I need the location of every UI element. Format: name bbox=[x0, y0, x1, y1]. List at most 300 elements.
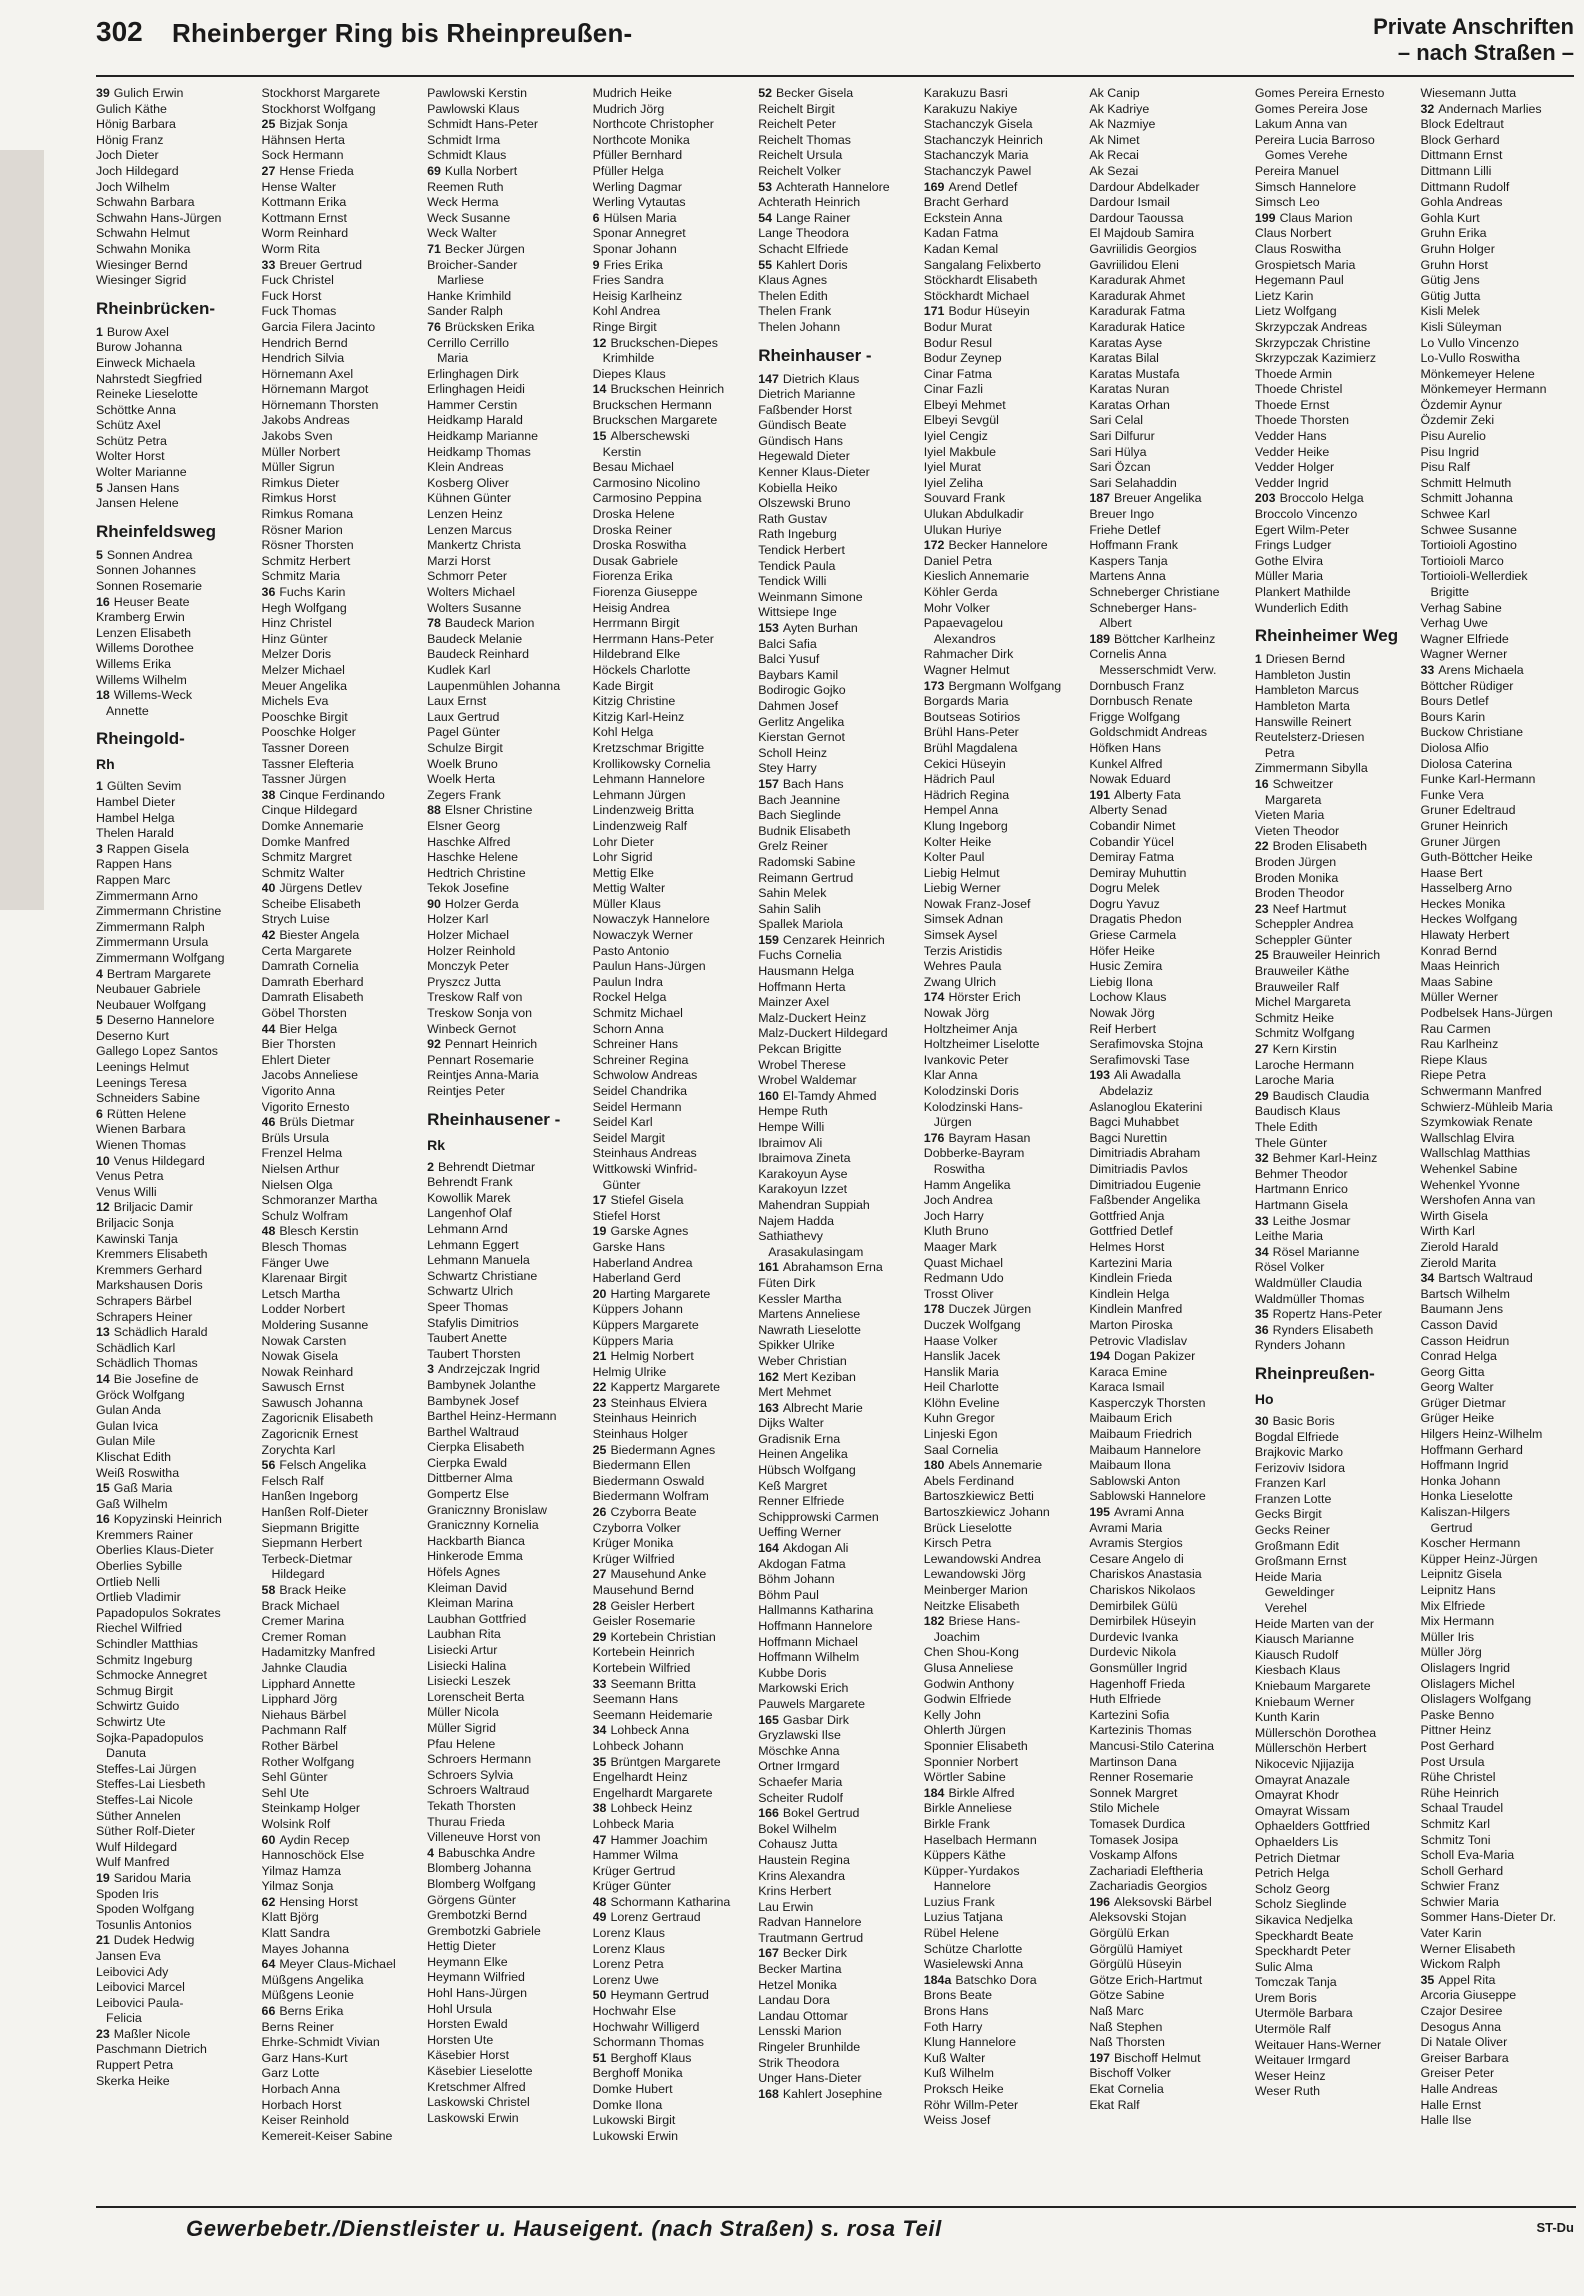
house-number: 180 bbox=[923, 1458, 945, 1473]
house-number: 159 bbox=[758, 932, 779, 947]
directory-entry bbox=[262, 1942, 418, 1958]
directory-entry bbox=[262, 1458, 418, 1474]
resident-name: Holzer Karl bbox=[427, 912, 489, 927]
resident-name: Hasselberg Arno bbox=[1420, 881, 1513, 896]
directory-entry bbox=[1420, 1411, 1576, 1427]
directory-entry bbox=[758, 574, 914, 590]
resident-name: Behmer Theodor bbox=[1254, 1166, 1348, 1181]
directory-entry bbox=[924, 897, 1080, 913]
directory-entry bbox=[427, 273, 583, 289]
directory-entry bbox=[262, 1864, 418, 1880]
directory-entry bbox=[1255, 2069, 1411, 2085]
directory-entry bbox=[1089, 1334, 1245, 1350]
resident-name: Becker Dirk bbox=[782, 1946, 847, 1961]
resident-name: Hlawaty Herbert bbox=[1420, 928, 1510, 943]
directory-entry bbox=[262, 413, 418, 429]
resident-name: Cinque Hildegard bbox=[261, 803, 358, 818]
directory-entry bbox=[758, 2087, 914, 2103]
house-number: 6 bbox=[592, 210, 600, 225]
resident-name: Desogus Anna bbox=[1420, 2019, 1502, 2034]
directory-entry bbox=[593, 897, 749, 913]
resident-name: Wehenkel Yvonne bbox=[1420, 1177, 1520, 1192]
resident-name: Hamm Angelika bbox=[923, 1177, 1011, 1192]
resident-name: Holzer Gerda bbox=[444, 896, 519, 911]
resident-name: Simsek Aysel bbox=[923, 928, 998, 943]
resident-name: Hildegard bbox=[271, 1567, 325, 1582]
directory-entry bbox=[1420, 1022, 1576, 1038]
directory-entry bbox=[758, 2024, 914, 2040]
resident-name: Fänger Uwe bbox=[261, 1255, 330, 1270]
section-title-line-2: – nach Straßen – bbox=[1397, 40, 1574, 65]
resident-name: Gruner Heinrich bbox=[1420, 818, 1508, 833]
resident-name: Weser Ruth bbox=[1254, 2084, 1321, 2099]
resident-name: Brack Heike bbox=[279, 1583, 347, 1597]
resident-name: Heuser Beate bbox=[113, 594, 190, 609]
resident-name: Karadurak Ahmet bbox=[1089, 273, 1186, 288]
resident-name: Barthel Heinz-Hermann bbox=[427, 1409, 557, 1424]
resident-name: Sehl Ute bbox=[261, 1785, 310, 1800]
resident-name: Schulz Wolfram bbox=[261, 1208, 349, 1223]
directory-entry bbox=[1089, 258, 1245, 274]
directory-entry bbox=[96, 2074, 252, 2090]
resident-name: Bertram Margarete bbox=[106, 966, 211, 981]
directory-entry bbox=[1089, 1287, 1245, 1303]
directory-entry bbox=[262, 663, 418, 679]
resident-name: Dudek Hedwig bbox=[113, 1933, 195, 1948]
directory-entry bbox=[1420, 1677, 1576, 1693]
resident-name: Sehl Günter bbox=[261, 1770, 328, 1785]
directory-entry bbox=[262, 117, 418, 133]
resident-name: Küppers Johann bbox=[592, 1302, 683, 1317]
resident-name: Tekok Josefine bbox=[427, 881, 510, 896]
directory-entry bbox=[96, 795, 252, 811]
directory-entry bbox=[758, 621, 914, 637]
resident-name: Müller Sigrun bbox=[261, 460, 335, 475]
resident-name: Dornbusch Franz bbox=[1089, 678, 1185, 693]
resident-name: Schwirtz Guido bbox=[96, 1699, 180, 1714]
resident-name: Wershofen Anna van bbox=[1420, 1193, 1536, 1208]
directory-entry bbox=[262, 86, 418, 102]
resident-name: Joachim bbox=[933, 1629, 980, 1644]
directory-entry bbox=[1255, 226, 1411, 242]
directory-entry bbox=[96, 1840, 252, 1856]
directory-entry bbox=[1420, 944, 1576, 960]
directory-entry bbox=[262, 460, 418, 476]
directory-entry bbox=[758, 1136, 914, 1152]
directory-entry bbox=[1089, 1910, 1245, 1926]
resident-name: Köhler Gerda bbox=[923, 585, 998, 599]
directory-entry bbox=[758, 1323, 914, 1339]
resident-name: Nowak Eduard bbox=[1089, 772, 1171, 787]
directory-entry bbox=[758, 242, 914, 258]
resident-name: Lakum Anna van bbox=[1254, 117, 1348, 132]
directory-entry bbox=[1255, 1585, 1411, 1601]
directory-entry bbox=[262, 975, 418, 991]
resident-name: Stöckhardt Michael bbox=[923, 288, 1030, 303]
directory-entry bbox=[427, 1425, 583, 1441]
directory-entry bbox=[1255, 507, 1411, 523]
resident-name: Schwolow Andreas bbox=[592, 1068, 698, 1083]
resident-name: Dimitriadis Abraham bbox=[1089, 1146, 1201, 1161]
directory-entry bbox=[758, 449, 914, 465]
directory-entry bbox=[262, 1614, 418, 1630]
directory-entry bbox=[1255, 1026, 1411, 1042]
house-number: 12 bbox=[96, 1200, 110, 1215]
resident-name: Görgens Günter bbox=[427, 1892, 516, 1907]
resident-name: Nowak Gisela bbox=[261, 1349, 338, 1364]
directory-entry bbox=[427, 1830, 583, 1846]
resident-name: Diolosa Caterina bbox=[1420, 756, 1513, 771]
resident-name: Karatas Nuran bbox=[1089, 382, 1170, 397]
directory-entry bbox=[924, 382, 1080, 398]
resident-name: Schmitt Johanna bbox=[1420, 491, 1513, 506]
resident-name: Lochow Klaus bbox=[1089, 990, 1167, 1005]
directory-entry bbox=[262, 1287, 418, 1303]
directory-entry bbox=[1089, 2035, 1245, 2051]
resident-name: Bodur Resul bbox=[923, 335, 992, 350]
house-number: 2 bbox=[427, 1159, 435, 1174]
directory-entry bbox=[262, 741, 418, 757]
resident-name: Saal Cornelia bbox=[923, 1442, 999, 1457]
directory-entry bbox=[1255, 1648, 1411, 1664]
directory-entry bbox=[427, 803, 583, 819]
house-number: 48 bbox=[261, 1224, 276, 1239]
resident-name: Schaefer Maria bbox=[758, 1774, 843, 1789]
resident-name: Hanßen Rolf-Dieter bbox=[261, 1505, 369, 1520]
directory-entry bbox=[758, 2056, 914, 2072]
resident-name: Mönkemeyer Helene bbox=[1420, 366, 1535, 381]
resident-name: Jürgens Detlev bbox=[279, 881, 362, 896]
resident-name: Müller Sigrid bbox=[427, 1720, 496, 1735]
house-number: 19 bbox=[592, 1224, 607, 1239]
directory-entry bbox=[262, 1692, 418, 1708]
resident-name: Birkle Alfred bbox=[948, 1785, 1015, 1800]
resident-name: Weck Susanne bbox=[427, 210, 511, 225]
resident-name: Kasperczyk Thorsten bbox=[1089, 1395, 1206, 1410]
directory-entry bbox=[924, 1505, 1080, 1521]
resident-name: Wiesemann Jutta bbox=[1420, 86, 1517, 100]
directory-entry bbox=[96, 1076, 252, 1092]
directory-entry bbox=[1255, 164, 1411, 180]
directory-entry bbox=[1255, 886, 1411, 902]
street-heading: Rheinhauser - bbox=[758, 345, 872, 365]
resident-name: Tassner Doreen bbox=[261, 740, 350, 755]
resident-name: Bagci Nurettin bbox=[1089, 1130, 1168, 1145]
directory-entry bbox=[758, 839, 914, 855]
resident-name: Simsek Adnan bbox=[923, 912, 1003, 927]
directory-entry bbox=[1089, 632, 1245, 648]
resident-name: Schwier Franz bbox=[1420, 1879, 1500, 1894]
directory-entry bbox=[1420, 1552, 1576, 1568]
directory-entry bbox=[1089, 1895, 1245, 1911]
directory-entry bbox=[1089, 1957, 1245, 1973]
directory-entry bbox=[1089, 679, 1245, 695]
resident-name: Rother Wolfgang bbox=[261, 1754, 355, 1769]
directory-entry bbox=[593, 1380, 749, 1396]
directory-entry bbox=[96, 1621, 252, 1637]
directory-entry bbox=[262, 1973, 418, 1989]
resident-name: Holtzheimer Liselotte bbox=[923, 1037, 1040, 1052]
directory-entry bbox=[96, 889, 252, 905]
directory-entry bbox=[262, 1334, 418, 1350]
directory-entry bbox=[1089, 1567, 1245, 1583]
directory-entry bbox=[96, 1902, 252, 1918]
resident-name: Martinson Dana bbox=[1089, 1754, 1177, 1769]
resident-name: Stachanczyk Gisela bbox=[923, 117, 1033, 132]
resident-name: Renner Rosemarie bbox=[1089, 1770, 1194, 1785]
house-number: 168 bbox=[758, 2086, 779, 2101]
resident-name: Omayrat Wissam bbox=[1254, 1803, 1350, 1818]
resident-name: Mancusi-Stilo Caterina bbox=[1089, 1738, 1214, 1753]
resident-name: Wolters Michael bbox=[427, 585, 516, 599]
directory-entry bbox=[96, 481, 252, 497]
resident-name: Hädrich Regina bbox=[923, 787, 1010, 802]
directory-entry bbox=[758, 964, 914, 980]
directory-entry bbox=[262, 803, 418, 819]
resident-name: Mert Mehmet bbox=[758, 1385, 832, 1400]
resident-name: Hammer Cerstin bbox=[427, 397, 518, 412]
directory-entry bbox=[1420, 1256, 1576, 1272]
resident-name: Renner Elfriede bbox=[758, 1494, 845, 1509]
directory-entry bbox=[593, 1162, 749, 1178]
resident-name: Fuchs Karin bbox=[279, 585, 346, 599]
resident-name: Paulun Hans-Jürgen bbox=[592, 959, 706, 974]
resident-name: Fiorenza Erika bbox=[592, 569, 673, 584]
directory-entry bbox=[1420, 2082, 1576, 2098]
resident-name: Wunderlich Edith bbox=[1254, 600, 1349, 615]
resident-name: Zimmermann Wolfgang bbox=[96, 950, 225, 965]
resident-name: Brühl Magdalena bbox=[923, 740, 1018, 755]
directory-entry bbox=[96, 356, 252, 372]
resident-name: Radomski Sabine bbox=[758, 854, 856, 869]
resident-name: Bracht Gerhard bbox=[923, 195, 1009, 210]
directory-entry bbox=[262, 226, 418, 242]
resident-name: Bizjak Sonja bbox=[279, 117, 348, 132]
directory-entry bbox=[924, 912, 1080, 928]
resident-name: Yilmaz Sonja bbox=[261, 1879, 334, 1894]
directory-entry bbox=[1420, 273, 1576, 289]
resident-name: Langenhof Olaf bbox=[427, 1206, 512, 1221]
house-number: 162 bbox=[758, 1369, 779, 1384]
resident-name: Speckhardt Beate bbox=[1254, 1928, 1354, 1943]
resident-name: Bier Helga bbox=[279, 1021, 338, 1036]
directory-entry bbox=[96, 1606, 252, 1622]
directory-entry bbox=[593, 1131, 749, 1147]
directory-entry bbox=[262, 2004, 418, 2020]
resident-name: Ortlieb Vladimir bbox=[96, 1590, 181, 1605]
house-number: 5 bbox=[96, 1013, 103, 1028]
resident-name: Skrzypczak Andreas bbox=[1254, 319, 1368, 334]
resident-name: Hadamitzky Manfred bbox=[261, 1645, 376, 1660]
directory-entry bbox=[758, 948, 914, 964]
directory-entry bbox=[1089, 585, 1245, 601]
resident-name: Iyiel Zeliha bbox=[923, 475, 983, 490]
resident-name: Lorenz Uwe bbox=[592, 1972, 659, 1987]
house-number: 195 bbox=[1089, 1505, 1111, 1520]
directory-entry bbox=[1089, 117, 1245, 133]
resident-name: Pereira Manuel bbox=[1254, 163, 1339, 178]
resident-name: Schädlich Thomas bbox=[96, 1356, 198, 1371]
house-number: 16 bbox=[96, 594, 110, 609]
resident-name: Schmitz Herbert bbox=[261, 553, 351, 568]
house-number: 28 bbox=[592, 1598, 607, 1613]
resident-name: Willems Wilhelm bbox=[96, 672, 187, 687]
resident-name: Joch Dieter bbox=[96, 148, 159, 163]
resident-name: Lisiecki Leszek bbox=[427, 1674, 511, 1689]
directory-entry bbox=[758, 289, 914, 305]
directory-entry bbox=[262, 2035, 418, 2051]
directory-entry bbox=[262, 211, 418, 227]
resident-name: Lewandowski Jörg bbox=[923, 1567, 1026, 1582]
resident-name: Mayes Johanna bbox=[261, 1941, 350, 1956]
directory-entry bbox=[96, 258, 252, 274]
house-number: 23 bbox=[1254, 901, 1269, 916]
resident-name: Blesch Thomas bbox=[261, 1239, 347, 1254]
resident-name: Schwahn Monika bbox=[96, 241, 191, 256]
resident-name: Damrath Cornelia bbox=[261, 959, 359, 974]
directory-entry bbox=[262, 1084, 418, 1100]
directory-entry bbox=[427, 1175, 583, 1191]
directory-entry bbox=[758, 304, 914, 320]
directory-column bbox=[1255, 86, 1411, 2200]
directory-entry bbox=[427, 959, 583, 975]
resident-name: Schmug Birgit bbox=[96, 1683, 174, 1698]
resident-name: Taubert Anette bbox=[427, 1331, 508, 1346]
directory-entry bbox=[262, 990, 418, 1006]
resident-name: Haberland Gerd bbox=[592, 1271, 681, 1286]
resident-name: Cremer Marina bbox=[261, 1614, 345, 1629]
directory-entry bbox=[262, 1006, 418, 1022]
resident-name: Schreiner Hans bbox=[592, 1037, 679, 1052]
directory-entry bbox=[1420, 1926, 1576, 1942]
resident-name: Schwee Karl bbox=[1420, 507, 1490, 522]
directory-entry bbox=[1420, 975, 1576, 991]
directory-entry bbox=[1255, 601, 1411, 617]
directory-entry bbox=[427, 413, 583, 429]
resident-name: Kitzig Christine bbox=[592, 694, 676, 709]
resident-name: Holzer Reinhold bbox=[427, 943, 516, 958]
resident-name: Holzer Michael bbox=[427, 928, 510, 943]
directory-entry bbox=[1420, 180, 1576, 196]
directory-entry bbox=[924, 881, 1080, 897]
resident-name: Reineke Lieselotte bbox=[96, 387, 198, 402]
directory-entry bbox=[96, 195, 252, 211]
resident-name: Sawusch Johanna bbox=[261, 1395, 363, 1410]
resident-name: Nowaczyk Werner bbox=[592, 928, 693, 943]
directory-entry bbox=[1420, 413, 1576, 429]
directory-entry bbox=[924, 476, 1080, 492]
directory-entry bbox=[1420, 1645, 1576, 1661]
directory-entry bbox=[758, 1744, 914, 1760]
resident-name: Post Ursula bbox=[1420, 1754, 1485, 1769]
directory-entry bbox=[427, 2095, 583, 2111]
house-number: 54 bbox=[758, 210, 773, 225]
directory-entry bbox=[593, 1365, 749, 1381]
directory-entry bbox=[1420, 507, 1576, 523]
directory-entry bbox=[1089, 928, 1245, 944]
resident-name: Hense Walter bbox=[261, 179, 337, 194]
directory-entry bbox=[924, 1583, 1080, 1599]
directory-column bbox=[96, 86, 252, 2200]
resident-name: Pennart Heinrich bbox=[444, 1037, 538, 1052]
resident-name: Thoede Christel bbox=[1254, 382, 1343, 397]
directory-entry bbox=[1089, 1271, 1245, 1287]
directory-entry bbox=[262, 725, 418, 741]
resident-name: Liebig Ilona bbox=[1089, 974, 1153, 989]
resident-name: Laux Gertrud bbox=[427, 709, 500, 724]
resident-name: Georg Gitta bbox=[1420, 1364, 1485, 1379]
house-number: 6 bbox=[96, 1106, 103, 1121]
directory-entry bbox=[1089, 741, 1245, 757]
resident-name: Becker Jürgen bbox=[444, 241, 525, 256]
house-number: 13 bbox=[96, 1325, 110, 1340]
directory-entry bbox=[1255, 1323, 1411, 1339]
directory-entry bbox=[427, 86, 583, 102]
resident-name: Leipnitz Gisela bbox=[1420, 1567, 1502, 1582]
footer-code: ST-Du bbox=[1536, 2220, 1574, 2235]
resident-name: Werner Elisabeth bbox=[1420, 1941, 1516, 1956]
resident-name: Gündisch Hans bbox=[758, 433, 843, 448]
resident-name: Daniel Petra bbox=[923, 553, 992, 568]
directory-entry bbox=[924, 336, 1080, 352]
directory-entry bbox=[427, 975, 583, 991]
resident-name: Schütze Charlotte bbox=[923, 1941, 1023, 1956]
directory-entry bbox=[758, 1713, 914, 1729]
directory-entry bbox=[262, 180, 418, 196]
resident-name: Dietrich Marianne bbox=[758, 387, 856, 402]
resident-name: Wolters Susanne bbox=[427, 600, 522, 615]
house-number: 55 bbox=[758, 257, 773, 272]
directory-entry bbox=[758, 1198, 914, 1214]
directory-entry bbox=[262, 445, 418, 461]
resident-name: Bruckschen-Diepes bbox=[610, 335, 718, 350]
resident-name: Broden Monika bbox=[1254, 870, 1339, 885]
directory-entry bbox=[1420, 491, 1576, 507]
resident-name: Durdevic Nikola bbox=[1089, 1645, 1177, 1660]
resident-name: Nikocevic Njijazija bbox=[1254, 1756, 1355, 1771]
directory-entry bbox=[924, 211, 1080, 227]
resident-name: Jansen Eva bbox=[96, 1948, 161, 1963]
resident-name: Gulich Käthe bbox=[96, 101, 167, 116]
resident-name: Wienen Barbara bbox=[96, 1122, 186, 1137]
directory-entry bbox=[758, 1370, 914, 1386]
resident-name: Bartoszkiewicz Johann bbox=[923, 1505, 1050, 1520]
resident-name: Becker Martina bbox=[758, 1962, 842, 1977]
directory-entry bbox=[1420, 1786, 1576, 1802]
directory-entry bbox=[1255, 1229, 1411, 1245]
resident-name: Wolsink Rolf bbox=[261, 1816, 331, 1831]
resident-name: Cornelis Anna bbox=[1089, 647, 1167, 662]
resident-name: Gündisch Beate bbox=[758, 418, 847, 433]
directory-entry bbox=[96, 1965, 252, 1981]
resident-name: Villeneuve Horst von bbox=[427, 1830, 541, 1845]
resident-name: Klarenaar Birgit bbox=[261, 1271, 347, 1286]
directory-entry bbox=[96, 641, 252, 657]
resident-name: Nowak Jörg bbox=[923, 1006, 990, 1021]
directory-entry bbox=[1420, 133, 1576, 149]
resident-name: Hegh Wolfgang bbox=[261, 600, 347, 615]
directory-entry bbox=[96, 449, 252, 465]
house-number: 32 bbox=[1254, 1151, 1269, 1166]
resident-name: Georg Walter bbox=[1420, 1380, 1494, 1395]
resident-name: Garske Hans bbox=[592, 1239, 665, 1254]
resident-name: Kappertz Margarete bbox=[610, 1380, 720, 1395]
house-number: 25 bbox=[1254, 948, 1269, 963]
directory-entry bbox=[593, 1926, 749, 1942]
resident-name: Thurau Frieda bbox=[427, 1814, 505, 1829]
directory-entry bbox=[593, 1489, 749, 1505]
directory-entry bbox=[593, 601, 749, 617]
